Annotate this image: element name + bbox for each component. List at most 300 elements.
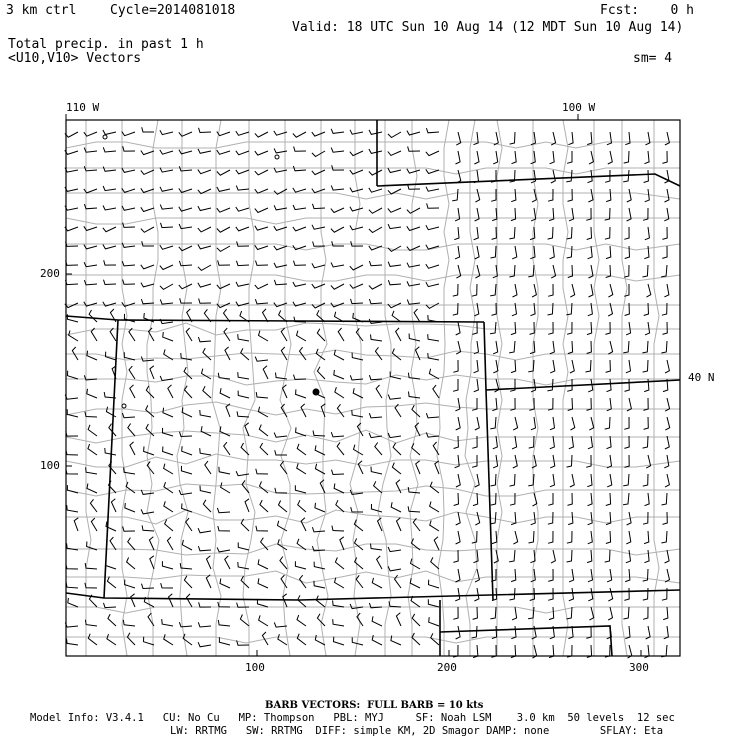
wind-barb [493, 265, 498, 278]
wind-barb [607, 569, 612, 582]
wind-barb [643, 474, 648, 486]
wind-barb [312, 151, 325, 157]
wind-barb [350, 130, 363, 134]
wind-barb [106, 561, 116, 570]
wind-barb [472, 626, 478, 638]
wind-barb [570, 360, 574, 373]
wind-barb [512, 151, 517, 164]
wind-barb [411, 559, 421, 569]
wind-barb [141, 170, 154, 174]
wind-barb [255, 299, 268, 304]
wind-barb [150, 556, 154, 569]
wind-barb [407, 226, 420, 230]
wind-barb [663, 322, 668, 334]
wind-barb [606, 360, 611, 372]
wind-barb [664, 208, 669, 221]
wind-barb [225, 347, 230, 360]
wind-barb [69, 331, 78, 342]
wind-barb [199, 299, 211, 304]
wind-barb [180, 298, 192, 303]
wind-barb [587, 132, 592, 145]
run-title: 3 km ctrl [6, 3, 77, 18]
wind-barb [511, 569, 516, 582]
wind-barb [332, 526, 344, 531]
wind-barb [426, 264, 439, 268]
wind-barb [570, 284, 574, 297]
wind-barb [353, 388, 363, 398]
wind-barb [218, 260, 230, 265]
wind-barb [312, 263, 325, 267]
wind-barb [199, 602, 211, 607]
wind-barb [608, 607, 612, 620]
wind-barb [331, 148, 344, 153]
wind-barb [531, 512, 536, 525]
wind-barb [245, 499, 249, 512]
wind-barb [475, 265, 479, 278]
wind-barb [388, 151, 401, 155]
wind-barb [238, 372, 249, 379]
wind-barb [371, 467, 382, 474]
wind-barb [107, 577, 116, 588]
wind-barb [141, 283, 154, 287]
wind-barb [429, 617, 439, 626]
co-wy-boundary [66, 316, 484, 322]
wind-barb [452, 189, 458, 201]
wind-barb [475, 417, 480, 430]
wind-barb [429, 580, 440, 588]
wind-barb [589, 607, 593, 620]
wind-barb [200, 410, 211, 417]
wind-barb [110, 537, 116, 550]
wind-barb [279, 501, 288, 513]
wind-barb [160, 187, 173, 192]
wind-barb [312, 170, 325, 175]
wind-barb [647, 284, 651, 297]
wind-barb [369, 188, 382, 192]
wind-barb [129, 366, 135, 379]
wind-barb [350, 265, 363, 270]
wind-barb [625, 569, 630, 582]
wind-barb [179, 188, 192, 192]
wind-barb [236, 227, 249, 231]
wind-barb [407, 281, 420, 286]
map-frame [66, 120, 680, 656]
wind-barb [275, 488, 287, 493]
wind-barb [430, 502, 439, 513]
wind-barb [331, 129, 344, 134]
wind-barb [333, 619, 344, 626]
wind-barb [255, 245, 268, 249]
wind-barb [472, 455, 477, 467]
wind-barb [297, 331, 307, 341]
wind-barb [164, 501, 173, 512]
wind-barb [356, 575, 363, 588]
wind-barb [203, 348, 211, 360]
wind-barb [529, 436, 534, 448]
wind-barb [665, 474, 669, 487]
wind-barb [207, 556, 212, 569]
wind-barb [530, 550, 535, 563]
wind-barb [453, 645, 458, 657]
wind-barb [142, 525, 154, 531]
wind-barb [428, 599, 439, 607]
wind-barb [296, 427, 306, 436]
wind-barb [533, 493, 537, 506]
wind-barb [510, 132, 515, 144]
wind-barb [548, 284, 553, 296]
wind-barb [493, 151, 498, 164]
wind-barb [529, 531, 535, 543]
wind-barb [241, 443, 249, 455]
wind-barb [490, 417, 496, 429]
wind-barb [66, 469, 78, 474]
wind-barb [198, 206, 211, 210]
field-title-1: Total precip. in past 1 h [8, 37, 204, 52]
wind-barb [255, 284, 268, 289]
wind-barb [337, 404, 344, 417]
wind-barb [393, 443, 401, 455]
wind-barb [510, 493, 515, 505]
wind-barb [492, 208, 497, 221]
wind-barb [87, 484, 97, 494]
wind-barb [168, 385, 173, 398]
wind-barb [549, 607, 554, 620]
wind-barb [491, 189, 496, 201]
wind-barb [334, 370, 344, 379]
wind-barb [144, 637, 155, 645]
wind-barb [238, 542, 249, 550]
wind-barb [255, 170, 268, 175]
wind-barb [66, 564, 78, 569]
wind-barb [369, 284, 382, 289]
wind-barb [426, 413, 439, 418]
wind-barb [474, 588, 479, 601]
wind-barb [354, 520, 363, 531]
wind-barb [548, 493, 553, 505]
wind-barb [586, 455, 591, 467]
wind-barb [104, 603, 117, 608]
wind-barb [338, 328, 344, 341]
wind-barb [475, 474, 479, 487]
wind-barb [198, 227, 211, 232]
wind-barb [294, 375, 307, 380]
wind-barb [355, 539, 364, 551]
wind-barb [238, 391, 249, 398]
wind-barb [198, 546, 211, 551]
wind-barb [407, 208, 420, 213]
wind-barb [179, 132, 192, 136]
wind-barb [65, 132, 78, 137]
co-west-boundary [104, 320, 118, 598]
wind-barb [474, 341, 479, 354]
wind-barb [369, 299, 382, 304]
wind-barb [314, 562, 325, 569]
wind-barb [569, 588, 574, 601]
wind-barb [642, 341, 648, 353]
wind-barb [388, 433, 401, 438]
wind-barb [493, 436, 498, 449]
wind-barb [569, 208, 574, 221]
wind-barb [293, 282, 306, 286]
wind-barb [375, 443, 382, 456]
wind-barb [331, 263, 344, 268]
wind-barb [179, 150, 192, 154]
smoothing-label: sm= 4 [633, 51, 673, 66]
wind-barb [67, 505, 78, 512]
wind-barb [589, 284, 594, 297]
wind-barb [645, 493, 650, 506]
wind-barb [217, 150, 230, 154]
wind-barb [217, 208, 230, 212]
wind-barb [513, 531, 517, 544]
wind-barb [260, 443, 268, 455]
wind-barb [331, 227, 344, 232]
wind-barb [65, 150, 78, 154]
cycle-label: Cycle=2014081018 [110, 3, 236, 18]
x-tick-200: 200 [437, 661, 457, 674]
wind-barb [664, 455, 669, 468]
wind-barb [512, 246, 517, 259]
wind-barb [627, 189, 631, 202]
wind-barb [608, 151, 613, 164]
wind-barb [644, 531, 649, 544]
y-tick-200: 200 [40, 267, 60, 280]
wind-barb [88, 425, 97, 436]
wind-barb [455, 246, 460, 259]
wind-barb [605, 417, 610, 429]
wind-barb [453, 284, 458, 296]
wind-barb [588, 512, 593, 525]
wind-barb [568, 493, 573, 505]
field-title-2: <U10,V10> Vectors [8, 51, 142, 66]
wind-barb [126, 482, 135, 493]
wind-barb [456, 322, 460, 335]
wind-barb [103, 130, 116, 135]
wind-barb [313, 204, 326, 209]
wind-barb [67, 314, 78, 322]
wind-barb [131, 594, 135, 607]
wind-barb [606, 246, 611, 259]
wind-barb [369, 208, 382, 213]
wind-barb [568, 341, 573, 354]
wind-barb [625, 132, 630, 145]
wind-barb [626, 322, 631, 335]
wind-barb [103, 245, 116, 249]
wind-barb [568, 189, 573, 201]
valid-time: Valid: 18 UTC Sun 10 Aug 14 (12 MDT Sun 10 Aug 14) [292, 20, 684, 35]
wind-barb [645, 322, 650, 335]
wind-barb [334, 637, 345, 645]
wind-barb [369, 261, 382, 266]
wind-barb [607, 474, 612, 487]
wind-barb [220, 579, 230, 589]
wind-barb [623, 341, 629, 353]
wind-barb [605, 322, 610, 334]
wind-barb [513, 417, 517, 430]
wind-barb [312, 284, 325, 288]
wind-barb [187, 594, 193, 607]
wind-barb [130, 442, 135, 455]
wind-barb [645, 227, 650, 240]
wind-barb [161, 223, 174, 228]
wind-barb [186, 518, 192, 531]
x-tick-100: 100 [245, 661, 265, 674]
wind-barb [455, 208, 460, 221]
wind-barb [236, 131, 249, 135]
wind-barb [412, 633, 420, 645]
wind-barb [388, 262, 401, 267]
wind-barb [474, 360, 479, 373]
wind-barb [532, 284, 536, 297]
wind-barb [492, 531, 497, 544]
wind-barb [281, 328, 287, 341]
wind-barb [125, 580, 135, 588]
wind-barb [512, 436, 517, 449]
wind-barb [182, 540, 192, 550]
wind-barb [372, 578, 382, 588]
wind-barb [416, 347, 421, 360]
wind-barb [108, 614, 116, 626]
lon-label-110w: 110 W [66, 101, 100, 114]
wind-barb [105, 448, 116, 455]
wind-barb [127, 557, 135, 569]
wind-barb [281, 347, 287, 360]
y-tick-100: 100 [40, 459, 60, 472]
wind-barb [392, 463, 401, 474]
wind-barb [665, 132, 670, 145]
wind-barb [331, 432, 344, 437]
wind-barb [623, 607, 629, 619]
wind-barb [340, 537, 344, 550]
wind-barb [587, 341, 592, 354]
wind-barb [388, 395, 401, 400]
wind-barb [206, 575, 211, 588]
wind-barb [202, 369, 212, 379]
wind-barb [160, 150, 173, 154]
wind-barb [65, 623, 78, 628]
wind-barb [644, 170, 649, 183]
wind-barb [205, 461, 211, 474]
wind-barb [85, 412, 97, 417]
wind-barb [607, 379, 612, 392]
wind-barb [160, 284, 173, 289]
wind-barb [301, 518, 306, 531]
station-marker [313, 389, 320, 396]
wind-barb [644, 550, 649, 563]
wind-barb [608, 284, 612, 297]
wind-barb [260, 482, 269, 494]
wind-barb [110, 328, 116, 341]
wind-barb [428, 334, 439, 341]
wind-barb [568, 512, 573, 525]
wind-barb [294, 147, 306, 152]
wind-barb [645, 189, 650, 202]
wind-barb [588, 493, 593, 506]
wind-barb [407, 169, 420, 173]
wind-barb [256, 469, 268, 474]
wind-barb [74, 518, 78, 531]
wind-barb [388, 280, 401, 285]
co-nm-boundary [66, 590, 680, 600]
wind-barb [548, 322, 553, 334]
wind-barb [567, 151, 572, 163]
wind-barb [150, 366, 154, 379]
wind-barb [123, 280, 135, 285]
wind-barb [567, 645, 572, 657]
wind-barb [106, 407, 116, 417]
wind-barb [491, 474, 497, 486]
wind-barb [162, 561, 173, 569]
wind-barb [473, 493, 478, 506]
wind-barb [122, 188, 135, 192]
wind-barb [88, 444, 97, 455]
wind-barb [388, 168, 401, 172]
wind-barb [624, 436, 629, 448]
wind-barb [472, 284, 477, 296]
wind-barb [407, 263, 420, 267]
wind-barb [87, 351, 97, 360]
wind-barb [391, 502, 401, 512]
wind-barb [260, 500, 268, 512]
wind-barb [297, 463, 306, 474]
wind-barb [317, 367, 325, 379]
wind-barb [550, 341, 555, 354]
wind-barb [65, 187, 78, 191]
wind-barb [567, 531, 572, 543]
wind-barb [198, 642, 211, 647]
wind-barb [530, 341, 535, 354]
wind-barb [179, 261, 192, 266]
wind-barb [203, 386, 211, 398]
wind-barb [333, 600, 344, 607]
wind-barb [103, 167, 116, 172]
wind-barb [665, 360, 669, 373]
wind-barb [626, 531, 631, 544]
wind-barb [163, 332, 173, 341]
wind-barb [142, 584, 155, 589]
wind-barb [474, 132, 479, 145]
wind-barb [455, 398, 460, 411]
wind-barb [181, 466, 192, 474]
wind-barb [217, 170, 230, 175]
wind-barb [218, 526, 230, 531]
wind-barb [426, 187, 439, 192]
wind-barb [351, 299, 364, 304]
wind-barb [122, 168, 135, 172]
wind-barb [259, 331, 269, 341]
wind-barb [316, 596, 325, 607]
wind-barb [665, 417, 669, 430]
wind-barb [627, 208, 632, 221]
wind-barb [186, 328, 192, 341]
wind-barb [165, 519, 173, 531]
wind-barb [217, 246, 230, 251]
wind-barb [256, 261, 269, 266]
wind-barb [586, 360, 592, 372]
wind-barb [217, 284, 230, 289]
wind-barb [453, 360, 458, 372]
wind-barb [141, 227, 154, 232]
wind-barb [369, 227, 382, 233]
wind-barb [388, 547, 401, 552]
wind-barb [199, 128, 212, 133]
wind-barb [218, 373, 230, 379]
wind-barb [426, 303, 439, 308]
wind-barb [335, 558, 344, 570]
wind-barb [331, 208, 344, 213]
wind-barb [588, 531, 593, 544]
wind-barb [255, 151, 268, 155]
